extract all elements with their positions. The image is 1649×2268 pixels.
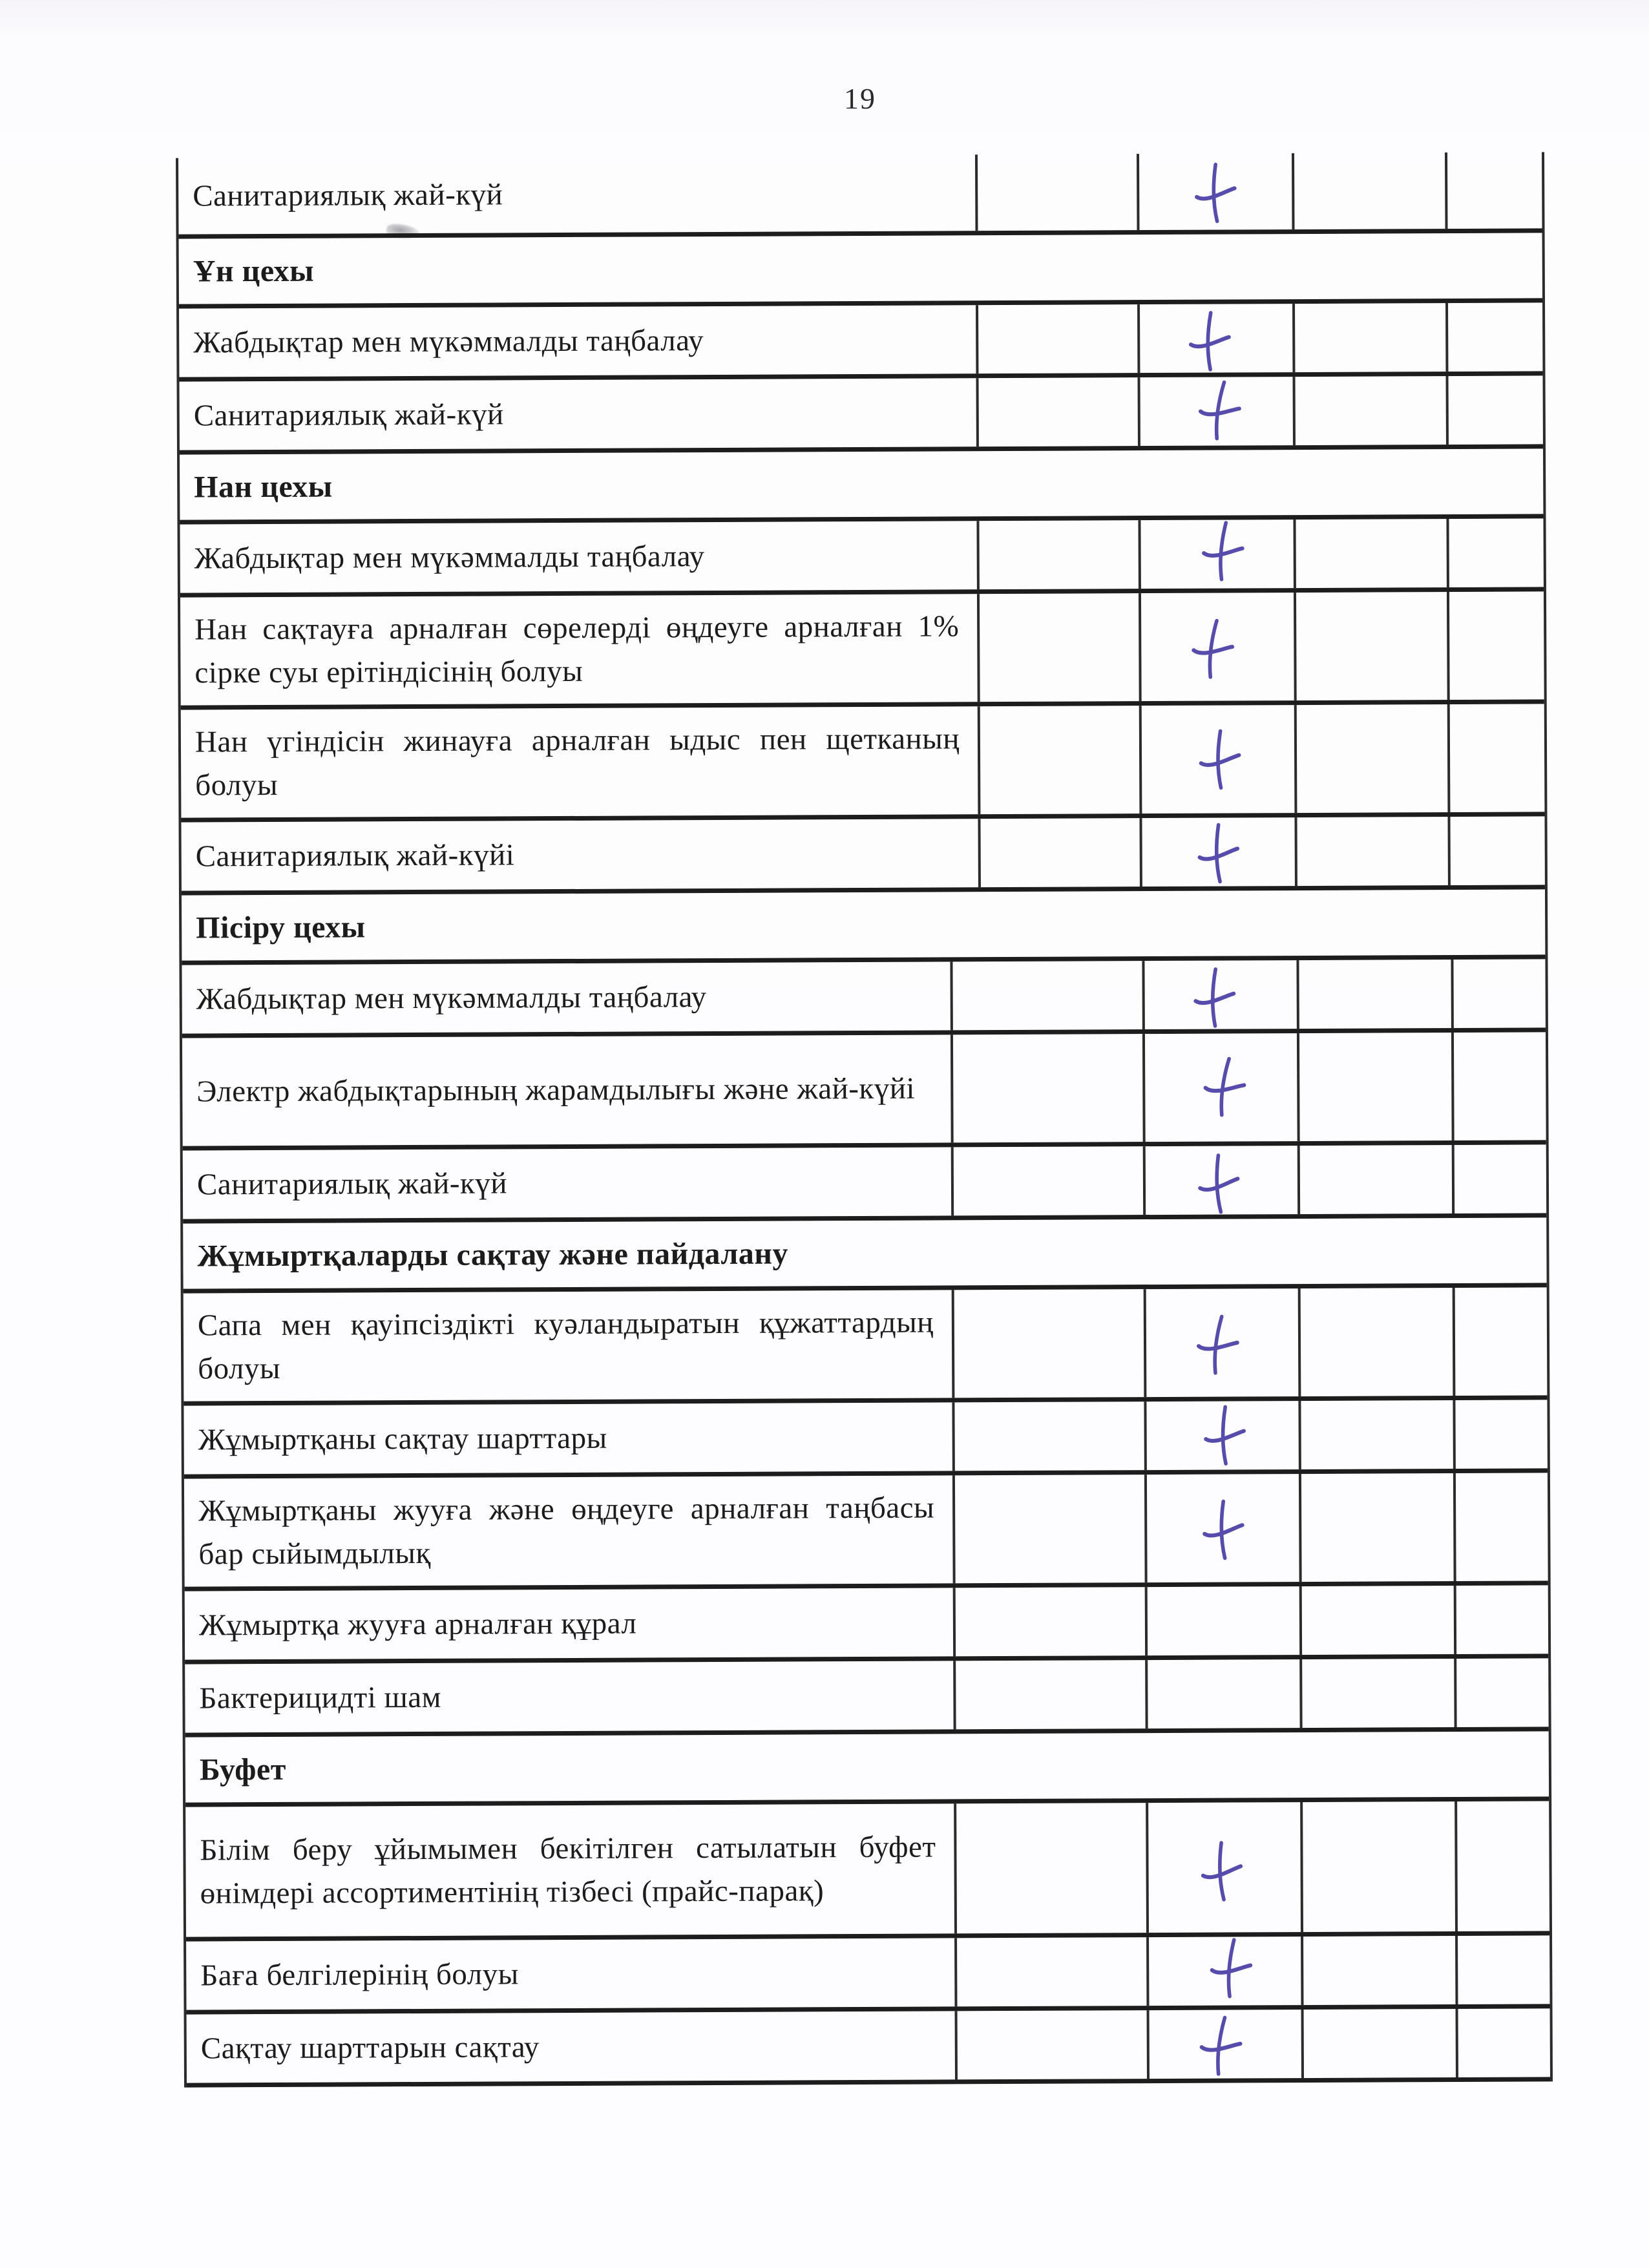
plus-mark-icon	[1190, 1150, 1248, 1218]
criterion-text: Санитариялық жай-күйі	[181, 819, 980, 890]
plus-mark-icon	[1195, 1496, 1251, 1563]
plus-mark-icon	[1192, 726, 1247, 792]
table-row	[184, 1400, 1547, 1478]
section-row	[183, 1217, 1546, 1293]
empty-cell	[1300, 1145, 1455, 1214]
section-row	[182, 889, 1545, 965]
table-row	[185, 1585, 1548, 1664]
criterion-text: Білім беру ұйымымен бекітілген сатылатын буфет өнімдері ассортиментінің тізбесі (прайс-парақ)	[185, 1803, 957, 1937]
table-row	[180, 375, 1543, 454]
plus-mark-icon	[1188, 160, 1244, 227]
section-row	[180, 448, 1543, 524]
empty-cell	[1301, 1288, 1456, 1396]
plus-mark-icon	[1187, 965, 1241, 1030]
plus-mark-icon	[1183, 308, 1237, 373]
empty-cell	[978, 154, 1140, 231]
empty-cell	[1294, 152, 1448, 229]
empty-cell	[1458, 2008, 1550, 2077]
empty-cell	[979, 377, 1140, 446]
table-row	[182, 959, 1545, 1038]
empty-cell	[1297, 817, 1450, 886]
mark-cell	[1146, 1401, 1301, 1470]
section-title: Пісіру цехы	[196, 910, 366, 945]
plus-mark-icon	[1185, 615, 1241, 682]
empty-cell	[956, 1587, 1148, 1656]
empty-cell	[1458, 1935, 1549, 2004]
empty-cell	[1450, 816, 1544, 885]
section-title: Ұн цехы	[193, 253, 315, 289]
empty-cell	[1455, 1400, 1547, 1469]
empty-cell	[1447, 152, 1542, 229]
mark-cell	[1139, 153, 1295, 230]
empty-cell	[1302, 1659, 1456, 1728]
empty-cell	[1299, 1033, 1455, 1141]
empty-cell	[1456, 1658, 1548, 1727]
empty-cell	[979, 520, 1140, 589]
plus-mark-icon	[1190, 820, 1246, 887]
criterion-text: Жабдықтар мен мүкәммалды таңбалау	[179, 305, 978, 377]
page-number: 19	[844, 82, 876, 115]
empty-cell	[1448, 302, 1542, 372]
empty-cell	[1454, 1032, 1546, 1140]
section-row	[179, 233, 1542, 308]
empty-cell	[954, 1402, 1146, 1471]
empty-cell	[978, 304, 1140, 373]
section-title: Жұмыртқаларды сақтау және пайдалану	[197, 1236, 789, 1274]
plus-mark-icon	[1196, 519, 1250, 583]
empty-cell	[954, 1289, 1147, 1398]
empty-cell	[1449, 518, 1543, 587]
empty-cell	[980, 706, 1142, 814]
section-title: Буфет	[199, 1752, 286, 1787]
table-row	[181, 704, 1545, 822]
empty-cell	[1296, 376, 1449, 445]
empty-cell	[1457, 1801, 1549, 1931]
criterion-text: Нан үгіндісін жинауға арналған ыдыс пен щетканың болуы	[181, 706, 981, 817]
table-row	[184, 1473, 1548, 1591]
criterion-text: Жұмыртқаны сақтау шарттары	[184, 1402, 954, 1474]
mark-cell	[1145, 1033, 1300, 1142]
table-row	[183, 1144, 1546, 1223]
table-row	[181, 816, 1544, 895]
section-row	[185, 1731, 1549, 1807]
criterion-text: Санитариялық жай-күй	[180, 378, 979, 450]
criterion-text: Нан сақтауға арналған сөрелерді өңдеуге арналған 1% сірке суы ерітіндісінің болуы	[180, 594, 980, 705]
plus-mark-icon	[1193, 1837, 1250, 1905]
empty-cell	[958, 2010, 1150, 2079]
empty-cell	[1304, 2009, 1458, 2078]
table-row	[178, 152, 1542, 238]
empty-cell	[956, 1660, 1148, 1729]
mark-cell	[1140, 304, 1295, 373]
empty-cell	[952, 961, 1144, 1030]
table-row	[186, 1935, 1549, 2014]
table-row	[187, 2008, 1550, 2087]
empty-cell	[1302, 1586, 1456, 1655]
empty-cell	[1449, 375, 1543, 445]
empty-cell	[1455, 1144, 1546, 1213]
empty-cell	[1296, 592, 1450, 700]
criterion-text: Электр жабдықтарының жарамдылығы және жай-күйі	[182, 1034, 954, 1146]
table-row	[179, 302, 1542, 381]
empty-cell	[1301, 1473, 1456, 1582]
empty-cell	[1299, 960, 1453, 1029]
criterion-text: Баға белгілерінің болуы	[186, 1938, 957, 2010]
criterion-text: Санитариялық жай-күй	[178, 154, 978, 234]
empty-cell	[1449, 591, 1544, 700]
criterion-text: Жұмыртқаны жууға және өңдеуге арналған таңбасы бар сыйымдылық	[184, 1475, 956, 1586]
empty-cell	[954, 1146, 1146, 1215]
checklist-table	[176, 152, 1553, 2087]
table-row	[180, 591, 1544, 709]
criterion-text: Бактерицидті шам	[185, 1661, 956, 1732]
mark-cell	[1141, 593, 1297, 701]
empty-cell	[1303, 1936, 1458, 2005]
mark-cell	[1140, 377, 1296, 446]
empty-cell	[953, 1034, 1146, 1142]
criterion-text: Сақтау шарттарын сақтау	[187, 2011, 958, 2083]
empty-cell	[1453, 959, 1545, 1028]
empty-cell	[1296, 519, 1449, 588]
empty-cell	[1297, 704, 1451, 813]
mark-cell	[1146, 1146, 1300, 1215]
empty-cell	[1303, 1801, 1458, 1932]
section-title: Нан цехы	[194, 469, 333, 505]
empty-cell	[1301, 1400, 1455, 1469]
table-row	[185, 1658, 1548, 1737]
mark-cell	[1148, 1802, 1303, 1933]
empty-cell	[955, 1475, 1148, 1583]
mark-cell	[1142, 705, 1297, 814]
mark-cell	[1146, 1288, 1301, 1397]
empty-cell	[957, 1937, 1149, 2006]
criterion-text: Жұмыртқа жууға арналған құрал	[185, 1588, 956, 1659]
empty-cell	[1456, 1585, 1548, 1654]
mark-cell	[1140, 520, 1296, 589]
plus-mark-icon	[1204, 1936, 1257, 2000]
mark-cell	[1147, 1474, 1302, 1582]
plus-mark-icon	[1193, 2013, 1248, 2079]
plus-mark-icon	[1196, 1053, 1253, 1120]
plus-mark-icon	[1190, 1311, 1245, 1378]
mark-cell	[1149, 1937, 1303, 2006]
empty-cell	[1455, 1287, 1548, 1396]
criterion-text: Санитариялық жай-күй	[183, 1147, 954, 1219]
table-row	[180, 518, 1543, 597]
table-row	[182, 1032, 1546, 1150]
mark-cell	[1142, 817, 1297, 887]
empty-cell	[956, 1803, 1149, 1933]
empty-cell	[1295, 303, 1448, 372]
empty-cell	[1148, 1586, 1302, 1655]
criterion-text: Сапа мен қауіпсіздікті куәландыратын құжаттардың болуы	[184, 1290, 955, 1401]
criterion-text: Жабдықтар мен мүкәммалды таңбалау	[180, 521, 979, 593]
table-row	[184, 1287, 1548, 1405]
mark-cell	[1144, 960, 1299, 1029]
mark-cell	[1150, 2010, 1304, 2079]
empty-cell	[980, 593, 1142, 702]
empty-cell	[1148, 1659, 1302, 1728]
empty-cell	[980, 818, 1142, 887]
criterion-text: Жабдықтар мен мүкәммалды таңбалау	[182, 961, 952, 1033]
plus-mark-icon	[1192, 377, 1248, 444]
plus-mark-icon	[1197, 1402, 1252, 1468]
empty-cell	[1450, 704, 1545, 812]
table-row	[185, 1801, 1549, 1941]
empty-cell	[1456, 1473, 1548, 1581]
